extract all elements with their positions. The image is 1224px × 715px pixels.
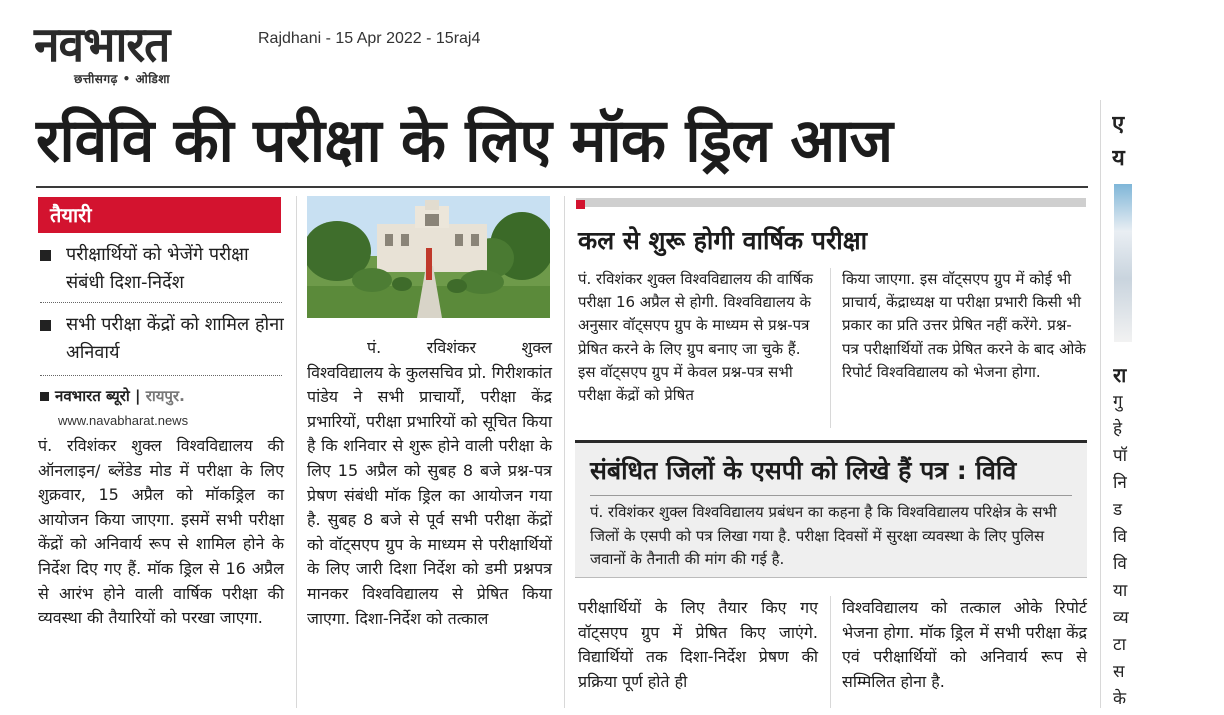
edition-line: Rajdhani - 15 Apr 2022 - 15raj4	[258, 30, 481, 47]
bullet-text: सभी परीक्षा केंद्रों को शामिल होना अनिवार्य	[66, 314, 284, 363]
continuation-column-1: परीक्षार्थियों के लिए तैयार किए गए वॉट्सएप ग्रुप में प्रेषित किए जाएंगे. विद्यार्थियों तक दिशा-निर्देश प्रेषण की प्रक्रिया पूर्ण होते ही	[578, 598, 818, 691]
side-story-subhead: कल से शुरू होगी वार्षिक परीक्षा	[578, 226, 868, 255]
byline-city: रायपुर.	[145, 387, 185, 405]
highlight-bullet	[40, 311, 285, 367]
byline: नवभारत ब्यूरो | रायपुर.	[40, 386, 185, 406]
newspaper-logo	[30, 15, 242, 86]
side-story-column-2: किया जाएगा. इस वॉट्सएप ग्रुप में कोई भी प्राचार्य, केंद्राध्यक्ष या परीक्षा प्रभारी किसी भी प्रकार का प्रति उत्तर प्रेषित नहीं करेंगे. प्रश्न-पत्र परीक्षार्थियों तक प्रेषित करने के बाद ओके रिपोर्ट विश्वविद्यालय को भेजना होगा.	[842, 270, 1086, 381]
logo-wordmark: नवभारत	[34, 15, 170, 73]
bullet-square-icon	[40, 250, 51, 261]
column-divider	[564, 196, 565, 708]
boxed-story	[575, 440, 1087, 578]
column-divider	[296, 196, 297, 708]
website-link[interactable]: www.navabharat.news	[58, 413, 189, 428]
article-column-2: पं. रविशंकर शुक्ल विश्वविद्यालय के कुलसचिव प्रो. गिरीशकांत पांडेय ने सभी प्राचार्यों, परीक्षा केंद्र प्रभारियों, परीक्षा प्रभारियों को सूचित किया है कि शनिवार से शुरू होने वाली परीक्षा के लिए 15 अप्रैल को सुबह 8 बजे प्रश्न-पत्र प्रेषण संबंधी मॉक ड्रिल का आयोजन गया है. सुबह 8 बजे से पूर्व सभी परीक्षा केंद्रों को वॉट्सएप ग्रुप के माध्यम से परीक्षार्थियों के लिए जारी दिशा निर्देश को डमी प्रश्नपत्र मानकर विश्वविद्यालय से प्रेषित किया जाएगा. दिशा-निर्देश को तत्काल	[307, 338, 552, 628]
dotted-divider	[40, 375, 282, 376]
boxed-story-rule	[590, 495, 1072, 496]
continuation-column-2: विश्वविद्यालय को तत्काल ओके रिपोर्ट भेजना होगा. मॉक ड्रिल में सभी परीक्षा केंद्र एवं परीक्षार्थियों को अनिवार्य रूप से सम्मिलित होना है.	[842, 598, 1087, 691]
university-building-image	[307, 196, 550, 318]
university-photo	[307, 196, 550, 318]
highlight-bullet	[40, 241, 285, 297]
boxed-story-heading: संबंधित जिलों के एसपी को लिखे हैं पत्र : विवि	[590, 456, 1017, 485]
byline-bureau: नवभारत ब्यूरो	[55, 387, 130, 405]
side-story-column-1: पं. रविशंकर शुक्ल विश्वविद्यालय की वार्षिक परीक्षा 16 अप्रैल से होगी. विश्वविद्यालय के अनुसार वॉट्सएप ग्रुप के माध्यम से प्रश्न-पत्र प्रेषित करने के लिए ग्रुप बनाए जा चुके हैं. इस वॉट्सएप ग्रुप में केवल प्रश्न-पत्र सभी परीक्षा केंद्रों को प्रेषित	[578, 270, 813, 405]
cut-off-photo	[1114, 184, 1132, 342]
main-headline: रविवि की परीक्षा के लिए मॉक ड्रिल आज	[36, 106, 893, 176]
kicker-label: तैयारी	[38, 197, 281, 233]
article-column-1: पं. रविशंकर शुक्ल विश्वविद्यालय की ऑनलाइन/ ब्लेंडेड मोड में परीक्षा के लिए शुक्रवार, 15 अप्रैल को मॉकड्रिल का आयोजन किया जाएगा. इसमें सभी परीक्षा केंद्रों को अनिवार्य रूप से शामिल होने के निर्देश दिए गए हैं. मॉक ड्रिल से 16 अप्रैल से आरंभ होने वाली वार्षिक परीक्षा की व्यवस्था की तैयारियों को परखा जाएगा.	[38, 436, 284, 628]
column-divider	[830, 268, 831, 428]
section-marker-icon	[576, 200, 585, 209]
column-divider	[1100, 100, 1101, 708]
cut-off-headline: ए य	[1112, 112, 1125, 171]
boxed-story-body: पं. रविशंकर शुक्ल विश्वविद्यालय प्रबंधन का कहना है कि विश्वविद्यालय परिक्षेत्र के सभी जिलों के एसपी को पत्र लिखा गया है. परीक्षा दिवसों में सुरक्षा व्यवस्था के लिए पुलिस जवानों के तैनाती की मांग की गई है.	[590, 503, 1057, 568]
byline-square-icon	[40, 392, 49, 401]
section-rule	[576, 198, 1086, 207]
column-divider	[830, 596, 831, 708]
dotted-divider	[40, 302, 282, 303]
headline-rule	[36, 186, 1088, 188]
bullet-text: परीक्षार्थियों को भेजेंगे परीक्षा संबंधी दिशा-निर्देश	[66, 244, 249, 293]
bullet-square-icon	[40, 320, 51, 331]
logo-subtitle: छत्तीसगढ़ • ओडिशा	[74, 72, 171, 86]
cut-off-column: रा गु हे पॉ नि ड वि वि या व्य टा स के	[1113, 363, 1129, 709]
